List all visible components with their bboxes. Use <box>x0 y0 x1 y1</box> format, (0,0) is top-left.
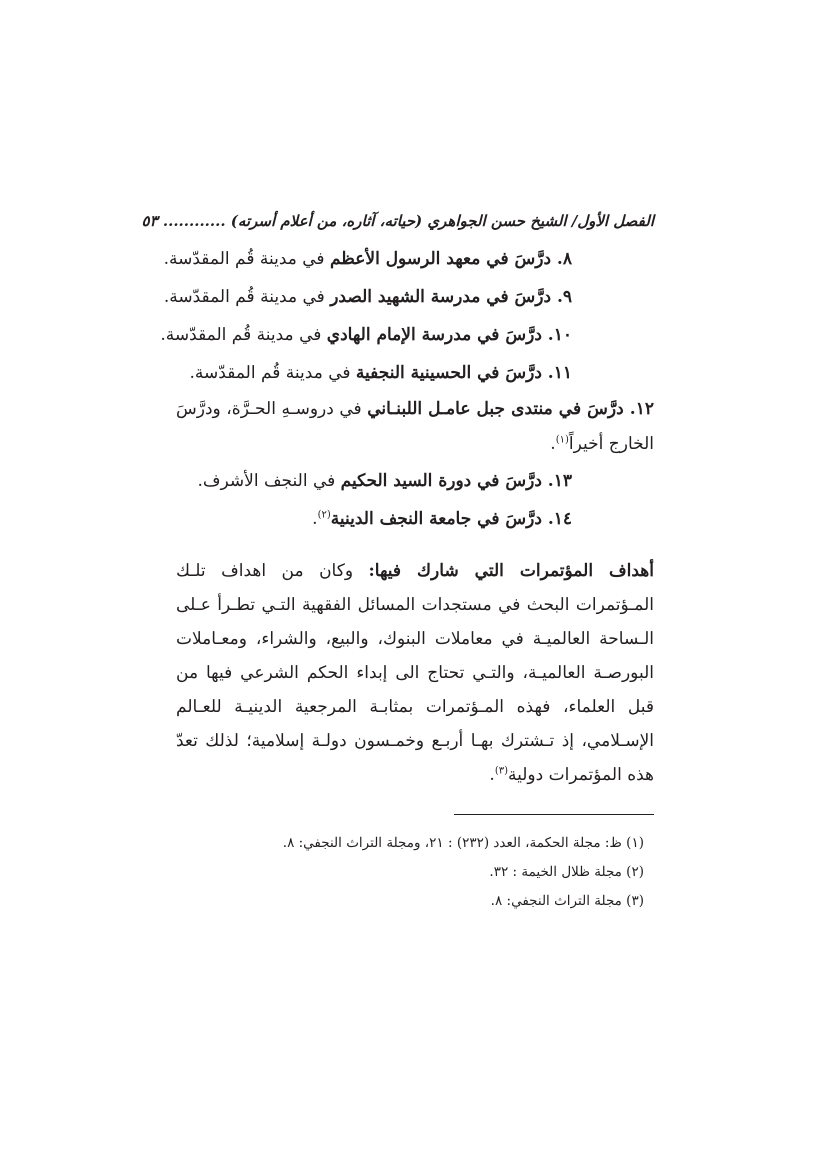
item-lead: ٨. درَّسَ في معهد الرسول الأعظم <box>329 249 572 269</box>
footnotes-list <box>176 829 654 916</box>
item-rest: في مدينة قُم المقدّسة. <box>163 287 331 307</box>
list-item: ١٢. درَّسَ في منتدى جبل عامـل اللبنـاني في دروسـهِ الحـرَّة، ودرَّسَ الخارج أخيراً$^{(١)}$. <box>176 399 654 454</box>
footnote: (٢) مجلة ظلال الخيمة : ٣٢. <box>489 864 644 880</box>
footnote-ref[interactable]: (١) <box>555 434 569 446</box>
item-lead: ١٠. درَّسَ في مدرسة الإمام الهادي <box>326 325 572 345</box>
item-rest: في مدينة قُم المقدّسة. <box>160 325 327 345</box>
list-item <box>163 240 654 278</box>
item-rest: في مدينة قُم المقدّسة. <box>189 363 356 383</box>
paragraph-body: وكان من اهداف تلـك المـؤتمرات البحث في مستجدات المسائل الفقهية التـي تطـرأ عـلى الـساحة العالميـة في معاملات البنوك، والبيع، والشراء، ومعـاملات البورصـة العالميـة، والتـي تحتاج الى إبداء الحكم الشرعي فيها من قبل العلماء، فهذه المـؤتمرات بمثابـة المرجعية الدينيـة للعـالم الإسـلامي، إذ تـشترك بهـا أربـع وخمـسون دولـة إسلامية؛ لذلك تعدّ هذه المؤتمرات دولية <box>176 561 654 785</box>
running-header: الفصل الأول/ الشيخ حسن الجواهري (حياته، آثاره، من أعلام أسرته) ............ ٥٣ <box>141 212 654 230</box>
footnote: (١) ظ: مجلة الحكمة، العدد (٢٣٢) : ٢١، ومجلة التراث النجفي: ٨. <box>282 835 644 851</box>
item-lead: ١١. درَّسَ في الحسينية النجفية <box>355 363 572 383</box>
item-lead: ١٣. درَّسَ في دورة السيد الحكيم <box>340 471 572 491</box>
conferences-paragraph <box>176 554 654 792</box>
footnote-ref[interactable]: (٣) <box>494 765 508 777</box>
list-item <box>163 278 654 316</box>
item-lead: ١٢. درَّسَ في منتدى جبل عامـل اللبنـاني <box>367 399 654 419</box>
list-item: ١٤. درَّسَ في جامعة النجف الدينية$^{(٢)}$. <box>312 509 572 529</box>
paragraph-end: . <box>489 765 495 785</box>
item-rest: في دروسـهِ الحـرَّة، ودرَّسَ الخارج أخيراً <box>176 399 654 454</box>
teaching-list <box>160 240 654 538</box>
item-rest: في مدينة قُم المقدّسة. <box>163 249 330 269</box>
footnote-separator <box>454 814 654 815</box>
item-lead: ٩. درَّسَ في مدرسة الشهيد الصدر <box>330 287 572 307</box>
footnote: (٣) مجلة التراث النجفي: ٨. <box>490 893 644 909</box>
paragraph-heading: أهداف المؤتمرات التي شارك فيها: <box>368 561 654 581</box>
list-item <box>176 462 654 500</box>
list-item <box>176 354 654 392</box>
list-item <box>160 316 654 354</box>
item-rest: في النجف الأشرف. <box>197 471 341 491</box>
book-page <box>141 208 654 916</box>
item-lead: ١٤. درَّسَ في جامعة النجف الدينية <box>330 509 572 529</box>
footnote-ref[interactable]: (٢) <box>317 509 331 521</box>
